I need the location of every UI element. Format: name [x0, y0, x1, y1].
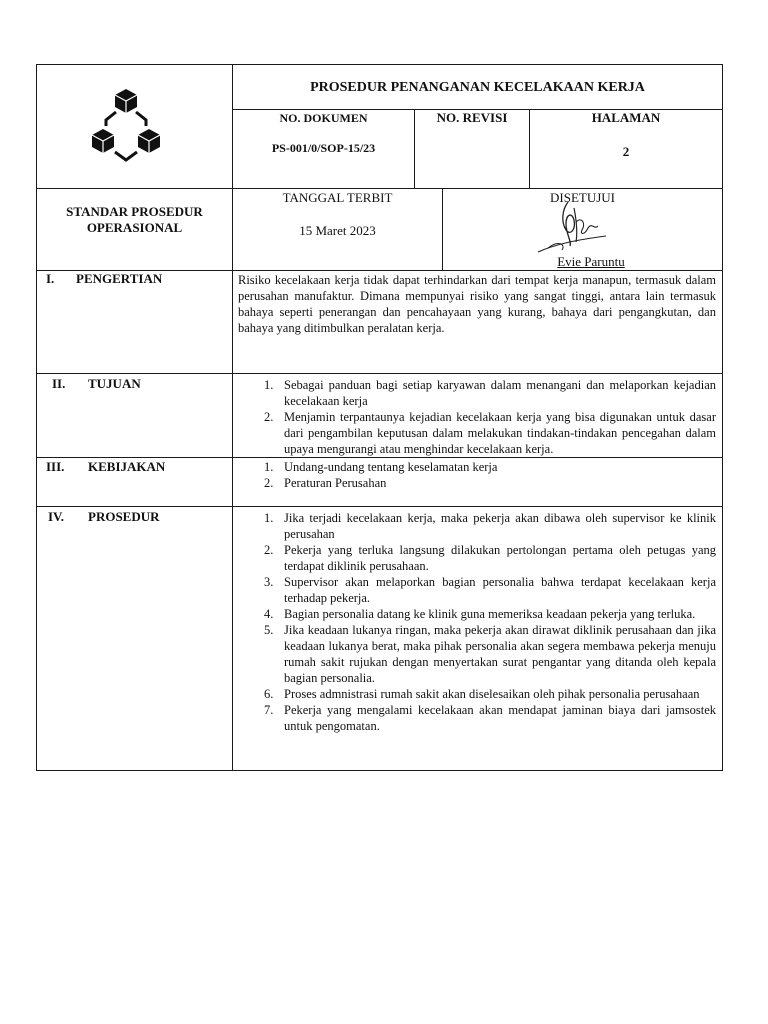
sop-label-line2: OPERASIONAL [86, 220, 183, 235]
page-label: HALAMAN [591, 110, 661, 125]
list-item: 7. Pekerja yang mengalami kecelakaan akan mendapat jaminan biaya dari jamsostek untuk pengomatan. [264, 703, 716, 733]
section-divider-3 [36, 457, 723, 458]
section-title-tujuan: TUJUAN [88, 376, 141, 391]
doc-number-label: NO. DOKUMEN [279, 111, 368, 125]
section-title-prosedur: PROSEDUR [88, 509, 160, 524]
header-divider [36, 188, 723, 189]
issue-date-value: 15 Maret 2023 [299, 223, 376, 238]
signature-icon [536, 200, 611, 258]
column-divider [232, 64, 233, 771]
list-item: 4. Bagian personalia datang ke klinik guna memeriksa keadaan pekerja yang terluka. [264, 607, 696, 621]
border-top [36, 64, 723, 65]
list-item: 6. Proses admnistrasi rumah sakit akan diselesaikan oleh pihak personalia perusahaan [264, 687, 700, 701]
section-divider-4 [36, 506, 723, 507]
document-title: PROSEDUR PENANGANAN KECELAKAAN KERJA [310, 80, 645, 95]
approved-label: DISETUJUI [550, 190, 615, 205]
section-divider-2 [36, 373, 723, 374]
border-bottom [36, 770, 723, 771]
company-logo-icon [86, 84, 166, 164]
section-number-kebijakan: III. [46, 459, 65, 474]
list-item: 5. Jika keadaan lukanya ringan, maka pekerja akan dirawat diklinik perusahaan dan jika keadaan lukanya berat, maka pihak personalia akan segera membawa pekerja menuju rumah sakit rujukan dengan menyertakan surat pengantar yang ditanda oleh kepala bagian personalia. [264, 623, 716, 685]
section-title-kebijakan: KEBIJAKAN [88, 459, 166, 474]
list-item: 2. Peraturan Perusahan [264, 476, 387, 490]
list-item: 3. Supervisor akan melaporkan bagian personalia bahwa terdapat kecelakaan kerja terhadap pekerja. [264, 575, 716, 605]
revision-label: NO. REVISI [436, 110, 508, 125]
border-right [722, 64, 723, 771]
section-number-pengertian: I. [46, 271, 55, 286]
approver-name: Evie Paruntu [557, 254, 625, 269]
page-number: 2 [622, 144, 630, 159]
section-title-pengertian: PENGERTIAN [76, 271, 163, 286]
doc-number-value: PS-001/0/SOP-15/23 [271, 141, 376, 155]
list-item: 2. Pekerja yang terluka langsung dilakukan pertolongan pertama oleh petugas yang terdapat diklinik perusahaan. [264, 543, 716, 573]
border-left [36, 64, 37, 771]
sop-label-line1: STANDAR PROSEDUR [66, 204, 203, 219]
tujuan-list [236, 377, 716, 457]
section-number-prosedur: IV. [48, 509, 65, 524]
prosedur-list [236, 510, 716, 734]
list-item: 2. Menjamin terpantaunya kejadian kecelakaan kerja yang bisa digunakan untuk dasar dari pengambilan keputusan dalam melakukan tindakan-tindakan pencegahan dalam upaya mengurangi atau menghindar kecelakaan kerja. [264, 410, 716, 456]
section-number-tujuan: II. [52, 376, 66, 391]
list-item: 1. Sebagai panduan bagi setiap karyawan dalam menangani dan melaporkan kejadian kecelakaan kerja [264, 378, 716, 408]
kebijakan-list [236, 459, 716, 491]
list-item: 1. Undang-undang tentang keselamatan kerja [264, 460, 498, 474]
list-item: 1. Jika terjadi kecelakaan kerja, maka pekerja akan dibawa oleh supervisor ke klinik perusahan [264, 511, 716, 541]
issue-date-label: TANGGAL TERBIT [282, 190, 393, 205]
pengertian-text: Risiko kecelakaan kerja tidak dapat terhindarkan dari tempat kerja manapun, termasuk dalam perusahan manufaktur. Dimana mempunyai risiko yang sangat tinggi, antara lain termasuk bahaya seperti penerangan dan pencahayaan yang kurang, bahaya dari pengangkutan, dan bahaya yang ditimbulkan peralatan kerja. [238, 273, 716, 335]
